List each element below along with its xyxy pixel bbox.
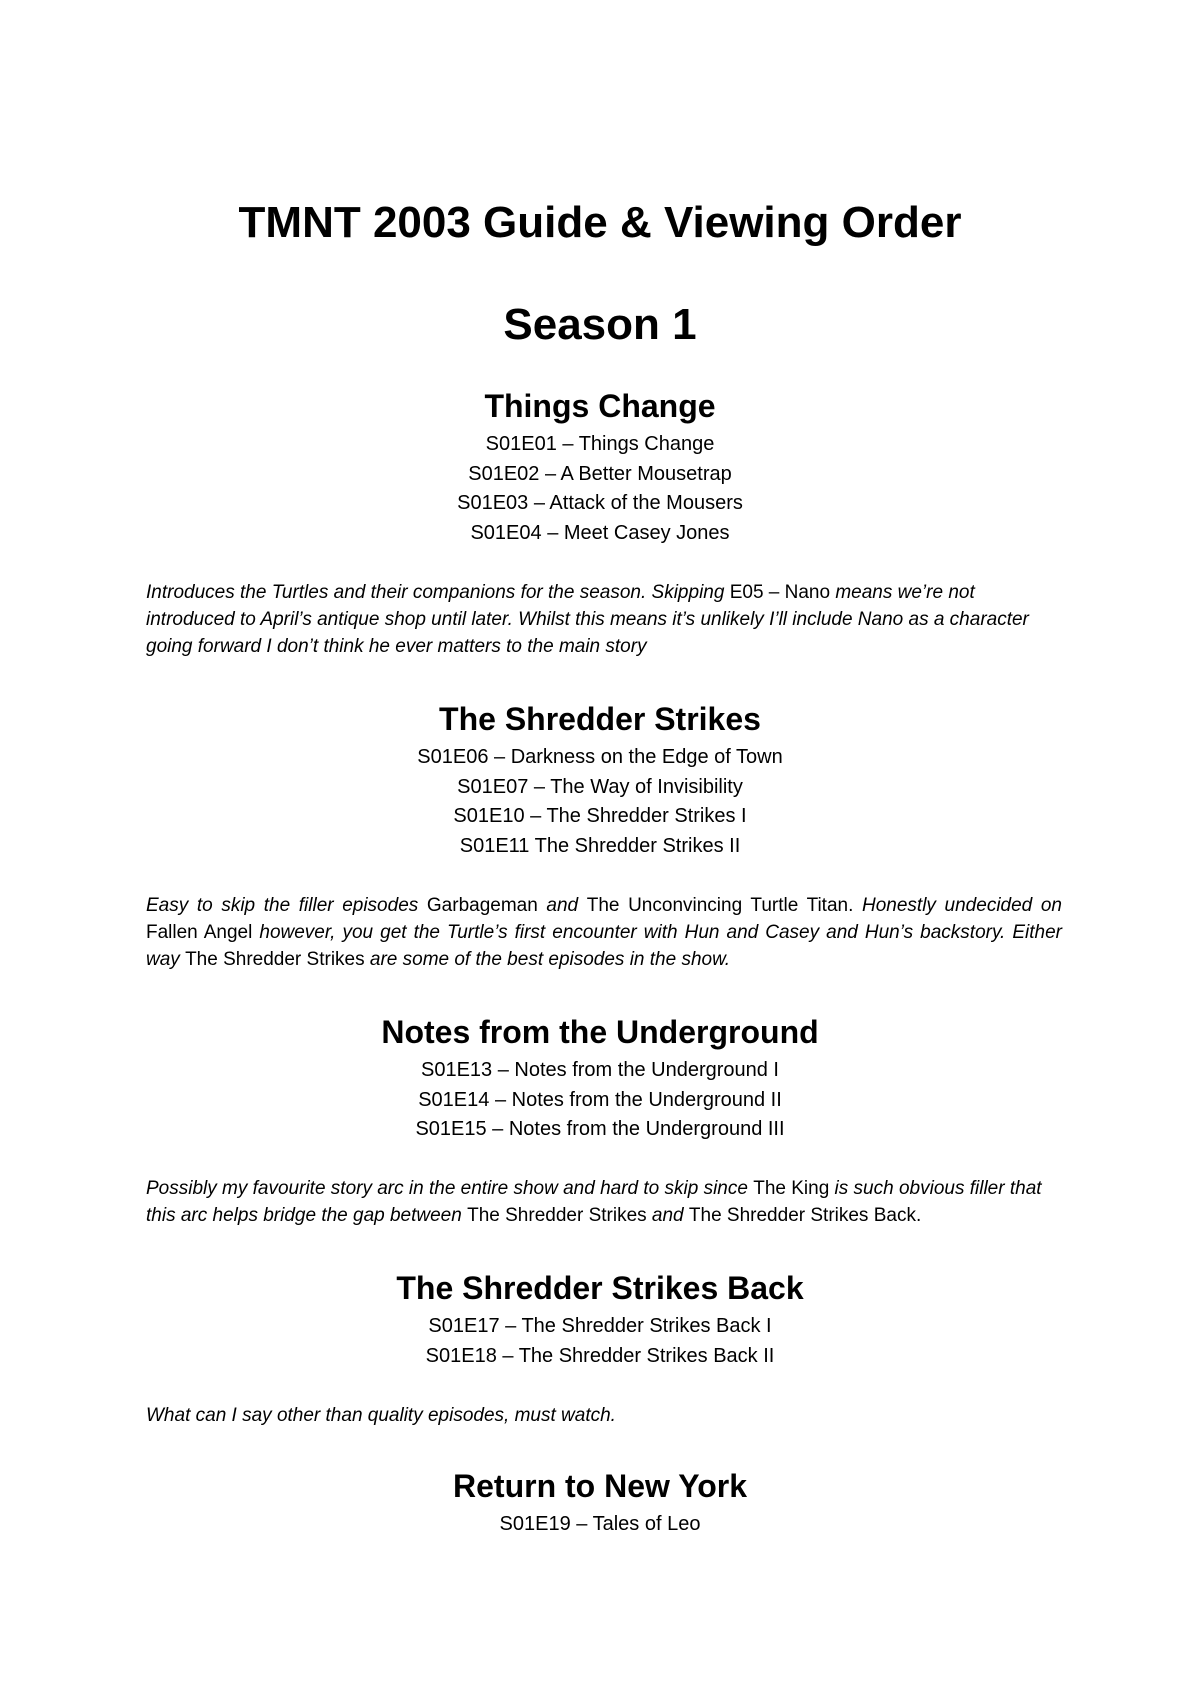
note-text: Introduces the Turtles and their companions for the season. Skipping bbox=[146, 582, 730, 603]
note-text: is such obvious filler that this arc helps bridge the gap between bbox=[146, 1178, 1042, 1226]
episode-item: S01E01 – Things Change bbox=[485, 433, 715, 455]
arc-section-the-shredder-strikes bbox=[0, 699, 1200, 861]
episode-item: S01E07 – The Way of Invisibility bbox=[457, 775, 743, 798]
arc-note bbox=[146, 579, 1062, 660]
episode-reference: The Shredder Strikes bbox=[467, 1205, 647, 1226]
episode-item: S01E02 – A Better Mousetrap bbox=[468, 462, 732, 485]
episode-list bbox=[0, 1312, 1200, 1371]
arc-note bbox=[146, 892, 1062, 973]
document-title: TMNT 2003 Guide & Viewing Order bbox=[238, 198, 962, 247]
note-text: Easy to skip the filler episodes bbox=[146, 895, 427, 916]
episode-item: S01E03 – Attack of the Mousers bbox=[457, 492, 743, 514]
arc-heading: The Shredder Strikes Back bbox=[396, 1270, 804, 1306]
episode-list bbox=[0, 743, 1200, 861]
episode-reference: E05 – Nano bbox=[729, 582, 831, 603]
episode-list bbox=[0, 430, 1200, 548]
arc-heading: Notes from the Underground bbox=[381, 1014, 819, 1050]
episode-reference: The Shredder Strikes Back. bbox=[688, 1205, 922, 1226]
arc-section-things-change bbox=[0, 386, 1200, 548]
note-text: Honestly undecided on bbox=[853, 895, 1062, 916]
arc-note bbox=[146, 1175, 1062, 1229]
episode-reference: The King bbox=[753, 1178, 830, 1199]
episode-reference: The Shredder Strikes bbox=[185, 949, 365, 970]
note-text: Possibly my favourite story arc in the entire show and hard to skip since bbox=[146, 1178, 754, 1199]
arc-heading: The Shredder Strikes bbox=[439, 701, 761, 737]
note-text: and bbox=[646, 1205, 689, 1226]
note-text: however, you get the Turtle’s first encounter with Hun and Casey and Hun’s backstory. Either way bbox=[146, 922, 1063, 970]
arc-note bbox=[146, 1402, 1062, 1429]
arc-section-return-to-new-york bbox=[0, 1466, 1200, 1540]
episode-reference: Fallen Angel bbox=[146, 922, 253, 943]
episode-item: S01E18 – The Shredder Strikes Back II bbox=[425, 1344, 775, 1367]
arc-section-the-shredder-strikes-back bbox=[0, 1268, 1200, 1371]
episode-reference: Garbageman bbox=[426, 895, 538, 916]
episode-item: S01E13 – Notes from the Underground I bbox=[421, 1059, 779, 1081]
episode-list bbox=[0, 1510, 1200, 1540]
note-text: and bbox=[537, 895, 587, 916]
note-text: are some of the best episodes in the show. bbox=[364, 949, 731, 970]
episode-item: S01E15 – Notes from the Underground III bbox=[415, 1118, 785, 1140]
arc-heading: Return to New York bbox=[453, 1468, 747, 1504]
note-text: means we’re not introduced to April’s antique shop until later. Whilst this means it’s unlikely I’ll include Nano as a character going forward I don’t think he ever matters to the main story bbox=[146, 582, 1029, 657]
arc-heading: Things Change bbox=[484, 388, 716, 424]
arc-section-notes-from-the-underground bbox=[0, 1012, 1200, 1145]
episode-item: S01E06 – Darkness on the Edge of Town bbox=[417, 746, 783, 768]
episode-item: S01E19 – Tales of Leo bbox=[499, 1513, 701, 1535]
episode-reference: The Unconvincing Turtle Titan. bbox=[586, 895, 854, 916]
episode-item: S01E17 – The Shredder Strikes Back I bbox=[428, 1315, 772, 1337]
episode-item: S01E11 The Shredder Strikes II bbox=[459, 834, 741, 857]
note-text: What can I say other than quality episodes, must watch. bbox=[146, 1405, 616, 1426]
episode-item: S01E14 – Notes from the Underground II bbox=[418, 1088, 782, 1111]
episode-item: S01E10 – The Shredder Strikes I bbox=[453, 805, 747, 827]
episode-list bbox=[0, 1056, 1200, 1145]
season-title: Season 1 bbox=[503, 300, 697, 349]
episode-item: S01E04 – Meet Casey Jones bbox=[470, 521, 730, 544]
